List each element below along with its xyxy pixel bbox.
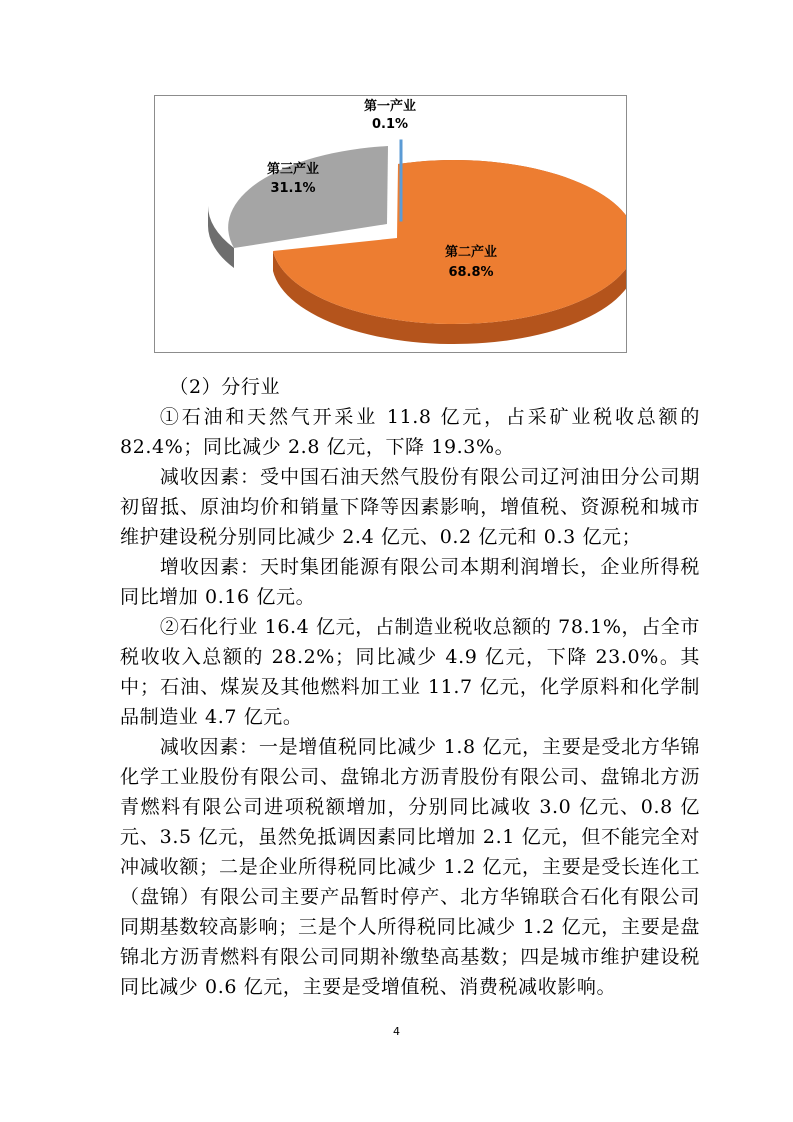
document-body — [120, 372, 700, 1002]
paragraph-5: 减收因素：一是增值税同比减少 1.8 亿元，主要是受北方华锦化学工业股份有限公司、盘锦北方沥青股份有限公司、盘锦北方沥青燃料有限公司进项税额增加，分别同比减收 3.0 亿元、0.8 亿元、3.5 亿元，虽然免抵调因素同比增加 2.1 亿元，但不能完全对冲减收额；二是企业所得税同比减少 1.2 亿元，主要是受长连化工（盘锦）有限公司主要产品暂时停产、北方华锦联合石化有限公司同期基数较高影响；三是个人所得税同比减少 1.2 亿元，主要是盘锦北方沥青燃料有限公司同期补缴垫高基数；四是城市维护建设税同比减少 0.6 亿元，主要是受增值税、消费税减收影响。 — [120, 736, 700, 998]
slice-label-second-value: 68.8% — [448, 265, 494, 280]
paragraph-4: ②石化行业 16.4 亿元，占制造业税收总额的 78.1%，占全市税收收入总额的 28.2%；同比减少 4.9 亿元，下降 23.0%。其中；石油、煤炭及其他燃料加工业 11.7 亿元，化学原料和化学制品制造业 4.7 亿元。 — [120, 616, 700, 728]
slice-label-second-name: 第二产业 — [444, 245, 498, 260]
slice-label-first-name: 第一产业 — [363, 99, 417, 114]
pie-chart — [154, 95, 627, 353]
slice-label-third-value: 31.1% — [270, 181, 316, 196]
pie-chart-canvas — [155, 96, 626, 352]
paragraph-2: 减收因素：受中国石油天然气股份有限公司辽河油田分公司期初留抵、原油均价和销量下降等因素影响，增值税、资源税和城市维护建设税分别同比减少 2.4 亿元、0.2 亿元和 0.3 亿元； — [120, 466, 700, 548]
slice-first-industry — [400, 140, 402, 221]
slice-label-third-name: 第三产业 — [266, 162, 320, 177]
paragraph-1: ①石油和天然气开采业 11.8 亿元，占采矿业税收总额的 82.4%；同比减少 2.8 亿元，下降 19.3%。 — [120, 406, 700, 458]
page-number: 4 — [393, 1025, 400, 1038]
slice-label-first-value: 0.1% — [371, 117, 409, 132]
paragraph-3: 增收因素：天时集团能源有限公司本期利润增长，企业所得税同比增加 0.16 亿元。 — [120, 556, 700, 608]
section-heading: （2）分行业 — [169, 376, 281, 398]
